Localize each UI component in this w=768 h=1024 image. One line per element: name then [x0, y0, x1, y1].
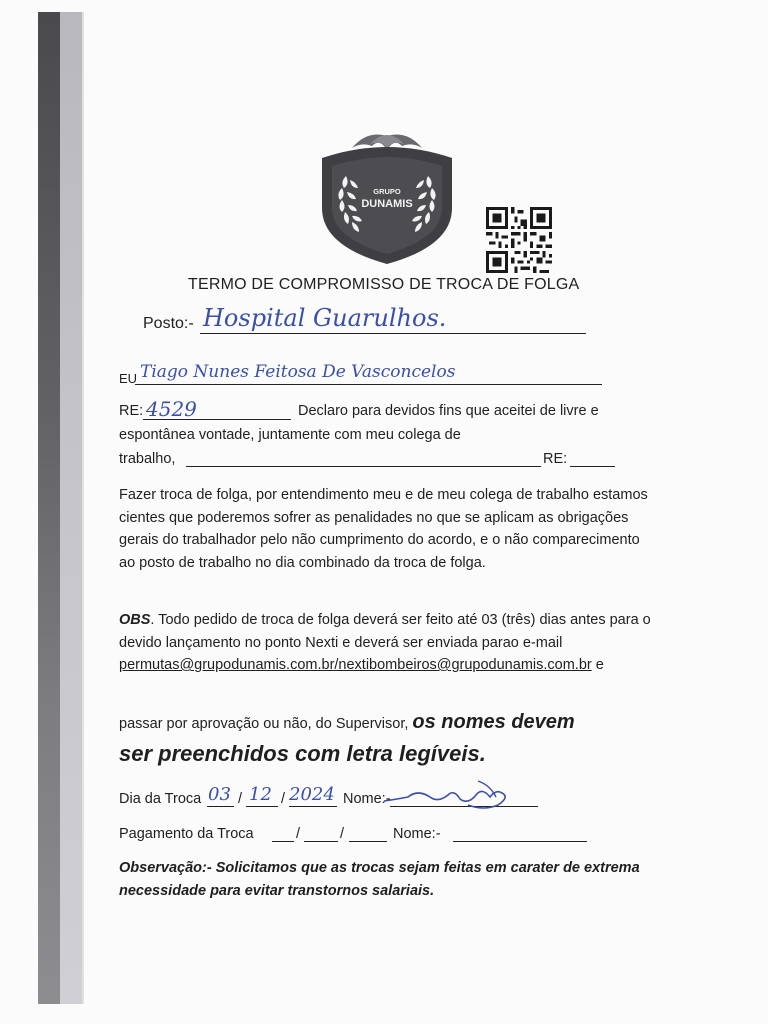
ano-handwritten: 2024 [289, 784, 335, 805]
obs-text: . Todo pedido de troca de folga deverá ser feito até 03 (três) dias antes para o devido lançamento no ponto Nexti e deverá ser enviada parao e-mail [119, 612, 651, 651]
eu-underline [135, 384, 602, 385]
emphasis-text-2: ser preenchidos com letra legíveis. [119, 741, 486, 766]
re-label: RE: [119, 403, 144, 419]
dia-sep-1: / [238, 791, 243, 807]
document-title: TERMO DE COMPROMISSO DE TROCA DE FOLGA [188, 276, 580, 293]
qr-code [484, 207, 554, 273]
dia-troca-label: Dia da Troca [119, 791, 202, 807]
dia-nome-label: Nome:- [343, 791, 391, 807]
posto-handwritten: Hospital Guarulhos. [203, 304, 447, 332]
supervisor-line [119, 711, 575, 734]
posto-label: Posto:- [143, 315, 194, 332]
colega-re-underline [570, 466, 615, 467]
posto-underline [200, 333, 586, 334]
scan-edge-line [82, 12, 84, 1004]
pagamento-label: Pagamento da Troca [119, 826, 254, 842]
pag-nome-underline [453, 841, 587, 842]
pag-ano-underline [349, 841, 387, 842]
dia-sep-2: / [281, 791, 286, 807]
eu-handwritten: Tiago Nunes Feitosa De Vasconcelos [140, 362, 456, 382]
re-handwritten: 4529 [146, 397, 197, 421]
emphasis-text-1: os nomes devem [412, 711, 575, 733]
pag-sep-2: / [340, 826, 345, 842]
observacao-note: Observação:- Solicitamos que as trocas sejam feitas em carater de extrema necessidade para evitar transtornos salariais. [119, 860, 640, 899]
pag-mes-underline [304, 841, 338, 842]
dia-handwritten: 03 [208, 784, 231, 805]
trabalho-label: trabalho, [119, 451, 176, 467]
declaration-text: Declaro para devidos fins que aceitei de livre e [298, 403, 599, 419]
eu-label: EU [119, 371, 138, 386]
colega-re-label: RE: [543, 451, 568, 467]
obs-label: OBS [119, 612, 151, 628]
pag-sep-1: / [296, 826, 301, 842]
email-links[interactable]: permutas@grupodunamis.com.br/nextibombeiros@grupodunamis.com.br [119, 657, 592, 673]
terms-text: Fazer troca de folga, por entendimento meu e de meu colega de trabalho estamos cientes que poderemos sofrer as penalidades no que se aplicam as obrigações gerais do trabalhador pelo não cumprimento do acordo, e o não comparecimento ao posto de trabalho no dia combinado da troca de folga. [119, 487, 648, 571]
mes-underline [246, 806, 278, 807]
colega-underline [186, 466, 541, 467]
scan-edge-light [60, 12, 82, 1004]
scan-edge-dark [38, 12, 60, 1004]
obs-paragraph [119, 609, 659, 677]
pag-nome-label: Nome:- [393, 826, 441, 842]
ano-underline [289, 806, 337, 807]
declaration-text-2: espontânea vontade, juntamente com meu colega de [119, 427, 461, 443]
supervisor-text: passar por aprovação ou não, do Supervisor, [119, 716, 413, 732]
pag-dia-underline [272, 841, 294, 842]
terms-paragraph [119, 484, 659, 574]
mes-handwritten: 12 [249, 784, 272, 805]
signature-mark [378, 775, 518, 815]
dia-underline [207, 806, 234, 807]
grupo-dunamis-logo [312, 128, 462, 268]
logo-text-dunamis: DUNAMIS [361, 198, 413, 210]
logo-text-grupo: GRUPO [373, 187, 401, 196]
obs-after-email: e [591, 657, 604, 673]
